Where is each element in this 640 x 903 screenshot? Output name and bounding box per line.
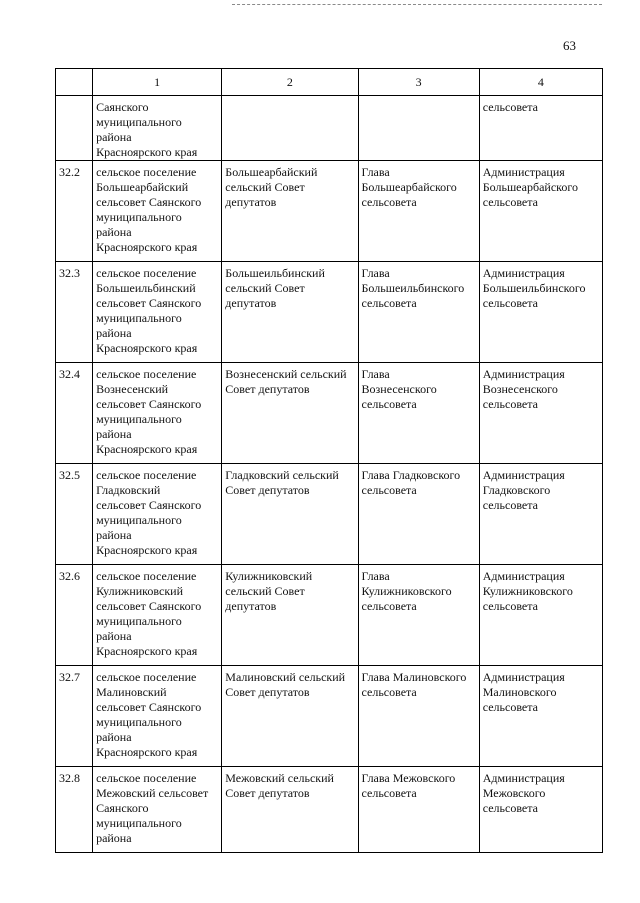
header-cell-number xyxy=(56,69,93,96)
header-cell-col2: 2 xyxy=(222,69,358,96)
table-header-row xyxy=(56,69,603,96)
row-number-cell: 32.4 xyxy=(56,363,93,464)
row-number-cell xyxy=(56,96,93,161)
row-number-cell: 32.6 xyxy=(56,565,93,666)
council-cell xyxy=(222,96,358,161)
administration-cell: Администрация Гладковского сельсовета xyxy=(479,464,602,565)
table-row xyxy=(56,464,603,565)
council-cell: Межовский сельский Совет депутатов xyxy=(222,767,358,853)
page-number: 63 xyxy=(563,38,576,53)
municipality-cell: сельское поселение Кулижниковский сельсовет Саянского муниципального района Красноярского края xyxy=(93,565,222,666)
header-cell-col1: 1 xyxy=(93,69,222,96)
head-cell xyxy=(358,96,479,161)
administration-cell: Администрация Кулижниковского сельсовета xyxy=(479,565,602,666)
council-cell: Вознесенский сельский Совет депутатов xyxy=(222,363,358,464)
head-cell: Глава Большеарбайского сельсовета xyxy=(358,161,479,262)
municipality-cell: Саянского муниципального района Красноярского края xyxy=(93,96,222,161)
head-cell: Глава Гладковского сельсовета xyxy=(358,464,479,565)
table-row xyxy=(56,666,603,767)
municipality-cell: сельское поселение Большеильбинский сельсовет Саянского муниципального района Красноярского края xyxy=(93,262,222,363)
council-cell: Малиновский сельский Совет депутатов xyxy=(222,666,358,767)
table-row xyxy=(56,96,603,161)
municipality-cell: сельское поселение Гладковский сельсовет Саянского муниципального района Красноярского края xyxy=(93,464,222,565)
top-scan-rule xyxy=(232,4,602,5)
municipality-cell: сельское поселение Вознесенский сельсовет Саянского муниципального района Красноярского края xyxy=(93,363,222,464)
municipality-cell: сельское поселение Межовский сельсовет Саянского муниципального района xyxy=(93,767,222,853)
administration-cell: Администрация Большеильбинского сельсовета xyxy=(479,262,602,363)
header-cell-col3: 3 xyxy=(358,69,479,96)
head-cell: Глава Кулижниковского сельсовета xyxy=(358,565,479,666)
council-cell: Кулижниковский сельский Совет депутатов xyxy=(222,565,358,666)
row-number-cell: 32.8 xyxy=(56,767,93,853)
row-number-cell: 32.5 xyxy=(56,464,93,565)
settlements-table xyxy=(55,68,603,853)
council-cell: Большеильбинский сельский Совет депутатов xyxy=(222,262,358,363)
head-cell: Глава Малиновского сельсовета xyxy=(358,666,479,767)
table-row xyxy=(56,262,603,363)
administration-cell: Администрация Вознесенского сельсовета xyxy=(479,363,602,464)
administration-cell: Администрация Малиновского сельсовета xyxy=(479,666,602,767)
municipality-cell: сельское поселение Большеарбайский сельсовет Саянского муниципального района Красноярского края xyxy=(93,161,222,262)
table-row xyxy=(56,565,603,666)
header-cell-col4: 4 xyxy=(479,69,602,96)
administration-cell: Администрация Большеарбайского сельсовета xyxy=(479,161,602,262)
head-cell: Глава Вознесенского сельсовета xyxy=(358,363,479,464)
council-cell: Большеарбайский сельский Совет депутатов xyxy=(222,161,358,262)
table-row xyxy=(56,363,603,464)
row-number-cell: 32.2 xyxy=(56,161,93,262)
administration-cell: Администрация Межовского сельсовета xyxy=(479,767,602,853)
row-number-cell: 32.3 xyxy=(56,262,93,363)
head-cell: Глава Межовского сельсовета xyxy=(358,767,479,853)
municipality-cell: сельское поселение Малиновский сельсовет Саянского муниципального района Красноярского края xyxy=(93,666,222,767)
table-row xyxy=(56,161,603,262)
table-row xyxy=(56,767,603,853)
row-number-cell: 32.7 xyxy=(56,666,93,767)
council-cell: Гладковский сельский Совет депутатов xyxy=(222,464,358,565)
administration-cell: сельсовета xyxy=(479,96,602,161)
head-cell: Глава Большеильбинского сельсовета xyxy=(358,262,479,363)
